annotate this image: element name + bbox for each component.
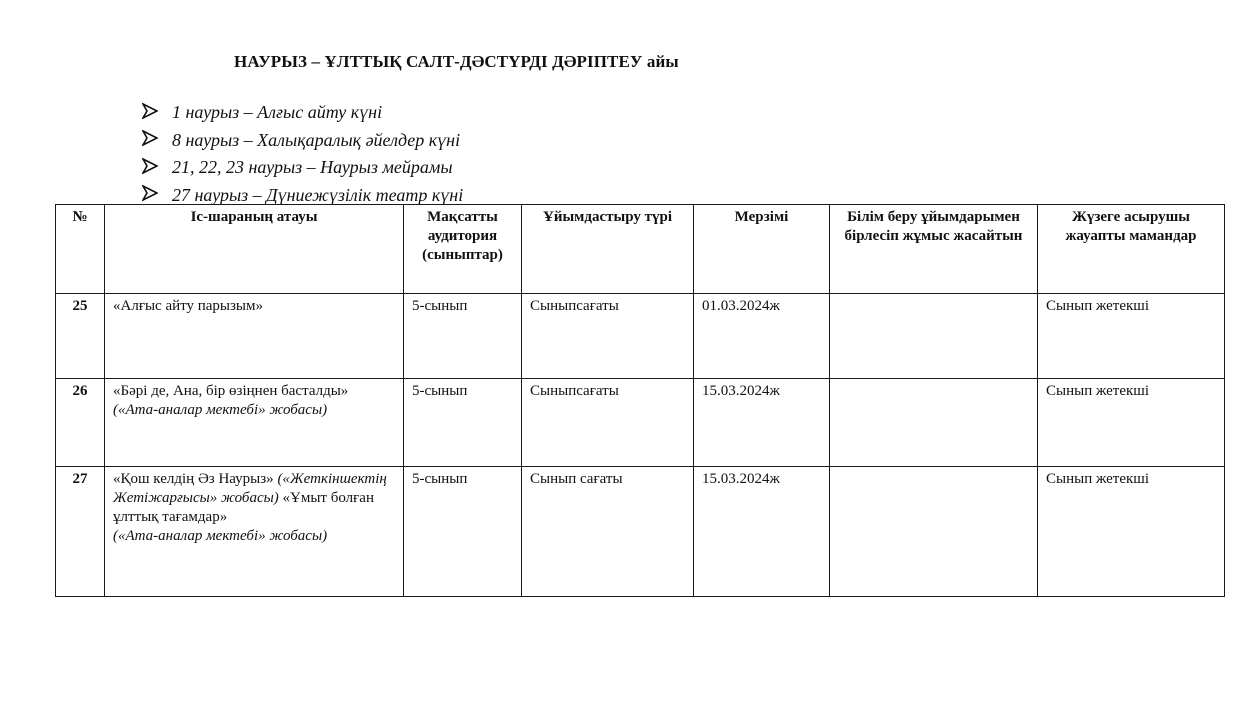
arrow-bullet-icon: [142, 158, 158, 174]
date-item-text: 27 наурыз – Дүниежүзілік театр күні: [172, 184, 464, 205]
event-title: «Бәрі де, Ана, бір өзіңнен басталды»: [113, 383, 349, 399]
cell-date: 15.03.2024ж: [694, 379, 830, 467]
table-row: [56, 467, 1225, 597]
event-title: «Алғыс айту парызым»: [113, 298, 264, 314]
cell-form: Сыныпсағаты: [522, 379, 694, 467]
list-item: [142, 127, 463, 155]
header-name: Іс-шараның атауы: [105, 205, 404, 294]
list-item: [142, 154, 463, 182]
page-title: НАУРЫЗ – ҰЛТТЫҚ САЛТ-ДӘСТҮРДІ ДӘРІПТЕУ айы: [234, 52, 679, 71]
cell-audience: 5-сынып: [404, 467, 522, 597]
header-num: №: [56, 205, 105, 294]
header-responsible: Жүзеге асырушы жауапты мамандар: [1038, 205, 1225, 294]
event-title-second: «Ұмыт болған ұлттық тағамдар»: [113, 490, 374, 525]
event-project-note: («Жеткіншектің Жетіжарғысы» жобасы): [113, 471, 387, 506]
cell-form: Сыныпсағаты: [522, 294, 694, 379]
cell-name: [105, 379, 404, 467]
arrow-bullet-icon: [142, 130, 158, 146]
event-project-note-second: («Ата-аналар мектебі» жобасы): [113, 528, 328, 544]
event-title: «Қош келдің Әз Наурыз»: [113, 471, 274, 487]
cell-partners: [830, 294, 1038, 379]
cell-partners: [830, 379, 1038, 467]
cell-num: 27: [56, 467, 105, 597]
arrow-bullet-icon: [142, 185, 158, 201]
date-item-text: 21, 22, 23 наурыз – Наурыз мейрамы: [172, 157, 453, 178]
table-row: [56, 379, 1225, 467]
cell-num: 26: [56, 379, 105, 467]
dates-list: [142, 99, 463, 209]
cell-audience: 5-сынып: [404, 294, 522, 379]
cell-audience: 5-сынып: [404, 379, 522, 467]
list-item: [142, 99, 463, 127]
header-audience: Мақсатты аудитория (сыныптар): [404, 205, 522, 294]
cell-date: 01.03.2024ж: [694, 294, 830, 379]
cell-responsible: Сынып жетекші: [1038, 379, 1225, 467]
cell-name: [105, 467, 404, 597]
events-table: [55, 204, 1225, 597]
event-project-note: («Ата-аналар мектебі» жобасы): [113, 402, 328, 418]
cell-form: Сынып сағаты: [522, 467, 694, 597]
cell-num: 25: [56, 294, 105, 379]
cell-date: 15.03.2024ж: [694, 467, 830, 597]
cell-responsible: Сынып жетекші: [1038, 467, 1225, 597]
date-item-text: 8 наурыз – Халықаралық әйелдер күні: [172, 129, 461, 150]
header-form: Ұйымдастыру түрі: [522, 205, 694, 294]
cell-partners: [830, 467, 1038, 597]
header-date: Мерзімі: [694, 205, 830, 294]
table-row: [56, 294, 1225, 379]
header-partners: Білім беру ұйымдарымен бірлесіп жұмыс жасайтын: [830, 205, 1038, 294]
cell-name: [105, 294, 404, 379]
arrow-bullet-icon: [142, 103, 158, 119]
table-header-row: [56, 205, 1225, 294]
date-item-text: 1 наурыз – Алғыс айту күні: [172, 102, 383, 123]
cell-responsible: Сынып жетекші: [1038, 294, 1225, 379]
